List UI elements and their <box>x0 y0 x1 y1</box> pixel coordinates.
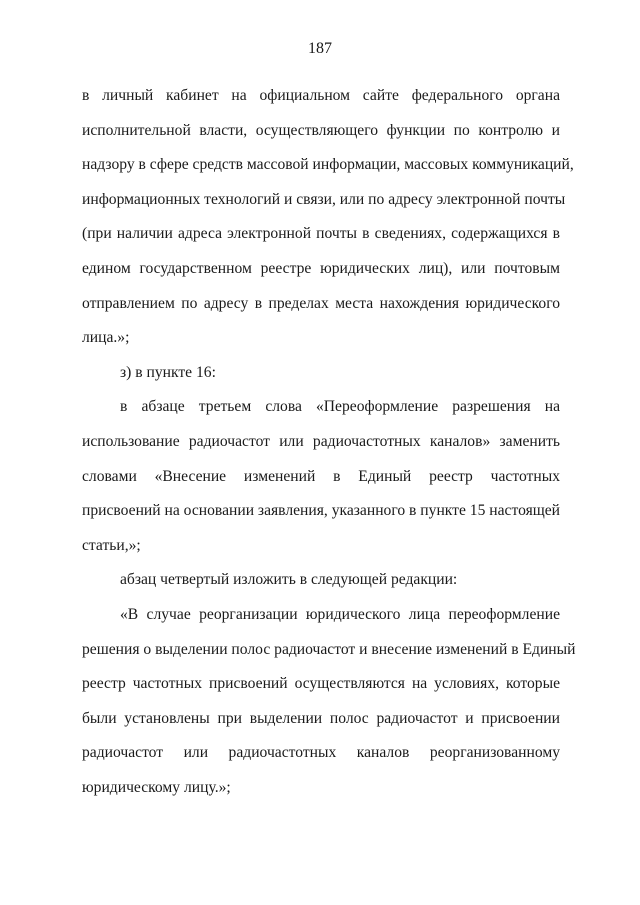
text-line: радиочастот или радиочастотных каналов реорганизованному <box>82 744 560 762</box>
text-line: в абзаце третьем слова «Переоформление разрешения на <box>120 398 560 416</box>
text-line: «В случае реорганизации юридического лица переоформление <box>120 605 560 623</box>
text-line: лица.»; <box>82 329 130 347</box>
text-line: информационных технологий и связи, или по адресу электронной почты <box>82 190 566 208</box>
text-line: (при наличии адреса электронной почты в сведениях, содержащихся в <box>82 225 560 243</box>
text-line: юридическому лицу.»; <box>82 778 231 796</box>
text-line: реестр частотных присвоений осуществляются на условиях, которые <box>82 675 560 693</box>
paragraph-1 <box>82 79 574 356</box>
text-line: были установлены при выделении полос радиочастот и присвоении <box>82 709 560 727</box>
text-line: абзац четвертый изложить в следующей редакции: <box>120 571 458 589</box>
text-line: в личный кабинет на официальном сайте федерального органа <box>82 87 560 104</box>
text-line: решения о выделении полос радиочастот и внесение изменений в Единый <box>82 640 576 658</box>
text-line: з) в пункте 16: <box>120 363 216 381</box>
paragraph-5 <box>82 598 576 806</box>
page-number: 187 <box>308 40 332 57</box>
paragraph-4 <box>82 563 560 598</box>
text-line: статьи,»; <box>82 536 141 554</box>
text-line: использование радиочастот или радиочастотных каналов» заменить <box>82 432 560 450</box>
text-line: отправлением по адресу в пределах места нахождения юридического <box>82 294 560 312</box>
paragraph-3 <box>82 390 560 563</box>
text-line: исполнительной власти, осуществляющего функции по контролю и <box>82 121 560 139</box>
text-line: едином государственном реестре юридических лиц), или почтовым <box>82 259 560 277</box>
text-line: надзору в сфере средств массовой информации, массовых коммуникаций, <box>82 156 574 174</box>
text-line: присвоений на основании заявления, указанного в пункте 15 настоящей <box>82 502 561 520</box>
paragraph-2 <box>82 356 560 391</box>
text-line: словами «Внесение изменений в Единый реестр частотных <box>82 467 560 485</box>
document-body <box>82 79 576 805</box>
